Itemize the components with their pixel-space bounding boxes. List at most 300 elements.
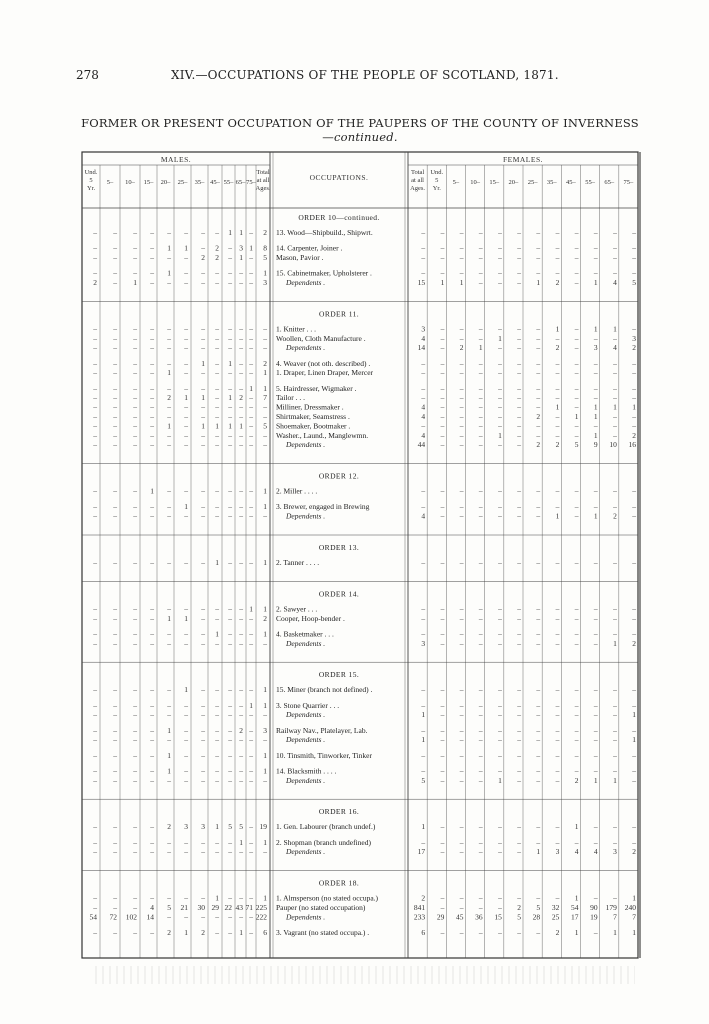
female-cell: – [478, 766, 483, 776]
male-cell: – [150, 604, 154, 614]
male-cell: – [201, 412, 205, 421]
male-cell: 1 [263, 766, 267, 776]
female-cell: 1 [613, 402, 617, 412]
male-cell: – [93, 613, 97, 623]
male-cell: – [113, 343, 117, 353]
female-cell: – [498, 228, 502, 237]
female-cell: – [478, 558, 483, 567]
male-cell: – [167, 837, 171, 847]
male-cell: – [239, 710, 243, 720]
female-cell: – [555, 383, 560, 393]
male-col-header: 65– [235, 179, 246, 186]
male-cell: 3 [184, 822, 188, 832]
male-cell: – [184, 511, 188, 521]
male-cell: – [93, 383, 97, 393]
male-cell: – [167, 228, 171, 237]
male-cell: – [113, 638, 117, 648]
female-col-header: 5– [452, 179, 460, 186]
female-cell: 2 [459, 343, 464, 353]
male-cell: – [228, 613, 232, 623]
female-cell: – [478, 412, 483, 421]
female-cell: – [536, 402, 541, 412]
male-cell: – [239, 613, 243, 623]
male-cell: – [150, 710, 154, 720]
male-cell: – [113, 629, 117, 639]
male-cell: – [249, 735, 253, 745]
male-cell: – [167, 343, 171, 353]
male-col-header: 20– [160, 179, 171, 186]
male-cell: – [228, 502, 232, 512]
male-cell: – [184, 343, 188, 353]
female-cell: – [421, 421, 426, 431]
male-cell: – [201, 324, 205, 334]
female-cell: – [613, 486, 617, 496]
male-cell: – [113, 278, 117, 287]
female-cell: – [440, 847, 445, 857]
female-cell: – [421, 604, 426, 614]
order-heading: ORDER 18. [318, 878, 360, 888]
female-cell: – [536, 333, 541, 343]
male-cell: – [215, 324, 219, 334]
occupation-label: 5. Hairdresser, Wigmaker . [276, 383, 357, 393]
male-cell: – [184, 402, 188, 412]
female-cell: 14 [417, 343, 426, 353]
female-cell: – [498, 893, 502, 903]
female-cell: – [536, 324, 541, 334]
male-cell: 1 [263, 893, 267, 903]
female-cell: – [613, 766, 617, 776]
male-cell: – [93, 700, 97, 710]
male-cell: – [113, 847, 117, 857]
male-cell: – [167, 893, 171, 903]
male-cell: – [215, 775, 219, 785]
female-cell: – [517, 775, 521, 785]
male-cell: – [215, 685, 219, 695]
male-cell: – [249, 343, 253, 353]
female-cell: – [593, 725, 598, 735]
female-cell: – [632, 604, 636, 614]
male-cell: – [167, 430, 171, 440]
male-cell: 1 [201, 393, 205, 403]
male-cell: – [133, 837, 137, 847]
female-cell: – [498, 750, 502, 760]
male-cell: – [113, 725, 117, 735]
female-cell: – [517, 502, 521, 512]
female-cell: – [459, 558, 464, 567]
female-cell: – [555, 558, 560, 567]
male-cell: – [167, 402, 171, 412]
female-cell: 3 [421, 324, 426, 334]
male-cell: – [133, 629, 137, 639]
male-cell: – [228, 343, 232, 353]
male-cell: 72 [109, 912, 117, 922]
male-cell: – [113, 700, 117, 710]
male-cell: – [167, 440, 171, 450]
male-cell: – [263, 402, 267, 412]
male-cell: – [215, 402, 219, 412]
female-cell: 1 [574, 412, 579, 421]
male-cell: – [239, 333, 243, 343]
female-cell: – [593, 604, 598, 614]
female-cell: – [440, 613, 445, 623]
male-cell: – [133, 710, 137, 720]
male-cell: – [167, 638, 171, 648]
female-cell: – [478, 268, 483, 278]
male-col-header: Und. 5 Yr. [84, 169, 98, 192]
female-cell: – [498, 383, 502, 393]
female-cell: – [574, 558, 579, 567]
male-cell: – [150, 735, 154, 745]
male-cell: – [133, 903, 137, 912]
female-cell: – [517, 486, 521, 496]
male-cell: – [239, 700, 243, 710]
female-cell: – [478, 700, 483, 710]
male-cell: – [201, 725, 205, 735]
male-cell: – [201, 685, 205, 695]
male-cell: – [93, 268, 97, 278]
occupation-label: Cooper, Hoop-bender . [276, 613, 345, 623]
female-cell: – [593, 358, 598, 368]
female-cell: 5 [517, 912, 521, 922]
female-cell: – [536, 837, 541, 847]
male-cell: – [249, 638, 253, 648]
female-cell: – [440, 822, 445, 832]
male-cell: – [228, 766, 232, 776]
female-cell: – [459, 710, 464, 720]
male-cell: – [167, 383, 171, 393]
female-cell: – [555, 710, 560, 720]
female-cell: – [574, 837, 579, 847]
male-cell: – [113, 421, 117, 431]
order-heading: ORDER 11. [319, 309, 359, 319]
male-cell: 1 [239, 228, 243, 237]
female-cell: – [593, 228, 598, 237]
male-cell: – [93, 638, 97, 648]
female-cell: – [574, 629, 579, 639]
female-cell: – [459, 333, 464, 343]
female-cell: 4 [421, 333, 426, 343]
female-cell: 90 [590, 903, 598, 912]
male-cell: – [167, 278, 171, 287]
male-cell: – [215, 278, 219, 287]
male-cell: 225 [255, 903, 267, 912]
male-cell: – [113, 735, 117, 745]
male-cell: – [215, 511, 219, 521]
female-cell: – [459, 253, 464, 262]
female-cell: – [517, 253, 521, 262]
male-cell: – [133, 558, 137, 567]
male-cell: 7 [263, 393, 267, 403]
female-cell: 2 [632, 343, 636, 353]
female-cell: 9 [593, 440, 598, 450]
female-cell: – [574, 228, 579, 237]
female-cell: – [459, 775, 464, 785]
female-cell: 1 [421, 710, 426, 720]
female-cell: – [517, 558, 521, 567]
female-cell: – [440, 402, 445, 412]
male-cell: – [201, 511, 205, 521]
male-cell: – [93, 735, 97, 745]
occupation-label: Dependents . [286, 710, 326, 720]
male-cell: – [228, 253, 232, 262]
male-cell: 1 [167, 613, 171, 623]
male-cell: – [150, 766, 154, 776]
male-cell: – [167, 558, 171, 567]
female-cell: – [440, 502, 445, 512]
female-cell: – [440, 558, 445, 567]
female-cell: – [440, 228, 445, 237]
male-cell: – [93, 402, 97, 412]
male-cell: – [93, 903, 97, 912]
female-cell: – [498, 268, 502, 278]
male-cell: – [228, 750, 232, 760]
female-cell: – [574, 268, 579, 278]
male-cell: – [93, 324, 97, 334]
male-cell: – [150, 440, 154, 450]
male-cell: – [150, 228, 154, 237]
female-cell: – [593, 393, 598, 403]
female-cell: – [574, 511, 579, 521]
male-cell: – [239, 343, 243, 353]
female-cell: – [613, 383, 617, 393]
male-cell: – [93, 430, 97, 440]
male-cell: 1 [184, 613, 188, 623]
female-cell: – [536, 228, 541, 237]
male-cell: 1 [239, 928, 243, 937]
female-cell: 45 [456, 912, 464, 922]
female-cell: – [459, 383, 464, 393]
male-cell: – [263, 735, 267, 745]
male-cell: – [133, 228, 137, 237]
subtitle-continued: continued. [333, 130, 398, 144]
male-cell: – [93, 243, 97, 253]
female-cell: – [478, 775, 483, 785]
male-cell: – [184, 735, 188, 745]
male-cell: – [133, 333, 137, 343]
occupation-label: 13. Wood—Shipbuild., Shipwrt. [276, 228, 373, 237]
male-cell: – [201, 383, 205, 393]
occupation-label: 15. Miner (branch not defined) . [276, 685, 373, 695]
female-cell: – [478, 710, 483, 720]
male-cell: 1 [184, 243, 188, 253]
male-cell: – [239, 268, 243, 278]
female-cell: – [517, 604, 521, 614]
female-cell: 1 [593, 402, 598, 412]
male-cell: – [215, 333, 219, 343]
female-cell: 1 [536, 847, 541, 857]
male-cell: – [93, 558, 97, 567]
male-cell: 14 [146, 912, 154, 922]
order-heading: ORDER 10—continued. [298, 213, 380, 222]
male-cell: 3 [239, 243, 243, 253]
female-cell: – [632, 511, 636, 521]
female-cell: 1 [593, 430, 598, 440]
occupation-label: 1. Gen. Labourer (branch undef.) [276, 822, 376, 832]
female-cell: 2 [632, 847, 636, 857]
male-cell: – [201, 343, 205, 353]
female-cell: – [613, 700, 617, 710]
male-cell: – [201, 837, 205, 847]
female-cell: – [555, 735, 560, 745]
female-cell: – [440, 735, 445, 745]
male-cell: 1 [184, 685, 188, 695]
female-cell: – [555, 775, 560, 785]
male-cell: – [249, 440, 253, 450]
female-cell: 1 [421, 822, 426, 832]
female-cell: – [613, 228, 617, 237]
female-cell: – [478, 604, 483, 614]
female-cell: – [440, 710, 445, 720]
females-header: FEMALES. [502, 155, 544, 164]
female-cell: – [478, 333, 483, 343]
female-cell: – [593, 750, 598, 760]
male-cell: – [167, 333, 171, 343]
male-cell: – [228, 928, 232, 937]
female-col-header: Total at all Ages. [410, 169, 426, 192]
female-cell: – [478, 502, 483, 512]
male-cell: – [93, 412, 97, 421]
male-cell: – [150, 343, 154, 353]
male-cell: 1 [228, 393, 232, 403]
female-cell: – [632, 421, 636, 431]
female-cell: – [440, 368, 445, 378]
subtitle-main: FORMER OR PRESENT OCCUPATION OF THE PAUPERS OF THE COUNTY OF INVERNESS— [81, 116, 639, 144]
female-cell: – [632, 486, 636, 496]
female-cell: – [574, 333, 579, 343]
male-cell: – [93, 750, 97, 760]
male-cell: – [228, 558, 232, 567]
male-cell: – [201, 430, 205, 440]
male-cell: 1 [215, 822, 219, 832]
order-heading: ORDER 16. [318, 807, 360, 817]
female-cell: – [459, 903, 464, 912]
male-cell: – [133, 893, 137, 903]
male-cell: – [201, 228, 205, 237]
male-cell: – [184, 638, 188, 648]
male-cell: – [113, 775, 117, 785]
male-cell: – [215, 837, 219, 847]
male-cell: – [239, 735, 243, 745]
occupation-label: 3. Vagrant (no stated occupa.) . [276, 928, 370, 937]
male-cell: – [263, 847, 267, 857]
occupation-label: Dependents . [286, 638, 326, 648]
male-cell: – [113, 837, 117, 847]
female-cell: – [632, 383, 636, 393]
female-cell: – [555, 412, 560, 421]
female-cell: 1 [440, 278, 445, 287]
male-cell: 1 [215, 629, 219, 639]
male-cell: – [184, 775, 188, 785]
male-cell: – [133, 766, 137, 776]
female-cell: – [459, 822, 464, 832]
female-cell: – [555, 604, 560, 614]
female-cell: – [440, 685, 445, 695]
female-cell: – [632, 228, 636, 237]
male-cell: – [239, 847, 243, 857]
female-cell: – [498, 837, 502, 847]
female-cell: – [536, 822, 541, 832]
female-cell: – [478, 735, 483, 745]
female-cell: – [498, 766, 502, 776]
male-cell: – [133, 928, 137, 937]
female-cell: – [632, 412, 636, 421]
male-cell: 2 [167, 822, 171, 832]
female-cell: – [517, 393, 521, 403]
female-cell: 3 [555, 847, 560, 857]
male-cell: – [215, 928, 219, 937]
male-cell: – [150, 928, 154, 937]
male-cell: – [184, 324, 188, 334]
female-cell: – [593, 268, 598, 278]
male-cell: – [93, 253, 97, 262]
female-cell: – [536, 604, 541, 614]
male-cell: – [215, 847, 219, 857]
female-cell: – [613, 725, 617, 735]
male-cell: – [228, 638, 232, 648]
female-cell: – [555, 358, 560, 368]
female-cell: 25 [551, 912, 560, 922]
male-cell: – [228, 710, 232, 720]
female-cell: – [593, 421, 598, 431]
female-cell: – [440, 343, 445, 353]
male-cell: – [167, 735, 171, 745]
female-cell: – [593, 243, 598, 253]
female-cell: – [517, 511, 521, 521]
male-cell: 2 [239, 725, 243, 735]
male-cell: – [239, 558, 243, 567]
male-cell: – [184, 440, 188, 450]
female-cell: – [478, 253, 483, 262]
female-cell: – [478, 383, 483, 393]
female-cell: 2 [574, 775, 579, 785]
male-cell: – [249, 228, 253, 237]
male-cell: – [93, 333, 97, 343]
male-cell: – [167, 775, 171, 785]
male-cell: – [184, 700, 188, 710]
female-cell: – [421, 268, 426, 278]
female-cell: – [593, 837, 598, 847]
male-cell: 3 [263, 725, 267, 735]
female-cell: – [498, 604, 502, 614]
male-cell: – [249, 421, 253, 431]
female-cell: – [536, 343, 541, 353]
female-cell: 1 [632, 893, 636, 903]
female-cell: 36 [475, 912, 483, 922]
female-cell: – [459, 393, 464, 403]
female-col-header: 20– [508, 179, 519, 186]
female-cell: – [517, 324, 521, 334]
male-cell: – [201, 368, 205, 378]
female-cell: – [440, 421, 445, 431]
female-cell: – [459, 430, 464, 440]
male-cell: – [150, 502, 154, 512]
male-cell: 1 [228, 358, 232, 368]
male-cell: – [201, 243, 205, 253]
male-cell: – [228, 685, 232, 695]
female-cell: 7 [632, 912, 636, 922]
male-cell: – [215, 430, 219, 440]
male-cell: – [150, 421, 154, 431]
female-cell: 4 [593, 847, 598, 857]
female-cell: – [613, 243, 617, 253]
female-cell: – [613, 604, 617, 614]
male-cell: – [133, 700, 137, 710]
female-cell: 1 [498, 430, 502, 440]
male-cell: – [113, 430, 117, 440]
female-cell: – [536, 243, 541, 253]
female-cell: – [421, 243, 426, 253]
female-cell: – [555, 268, 560, 278]
